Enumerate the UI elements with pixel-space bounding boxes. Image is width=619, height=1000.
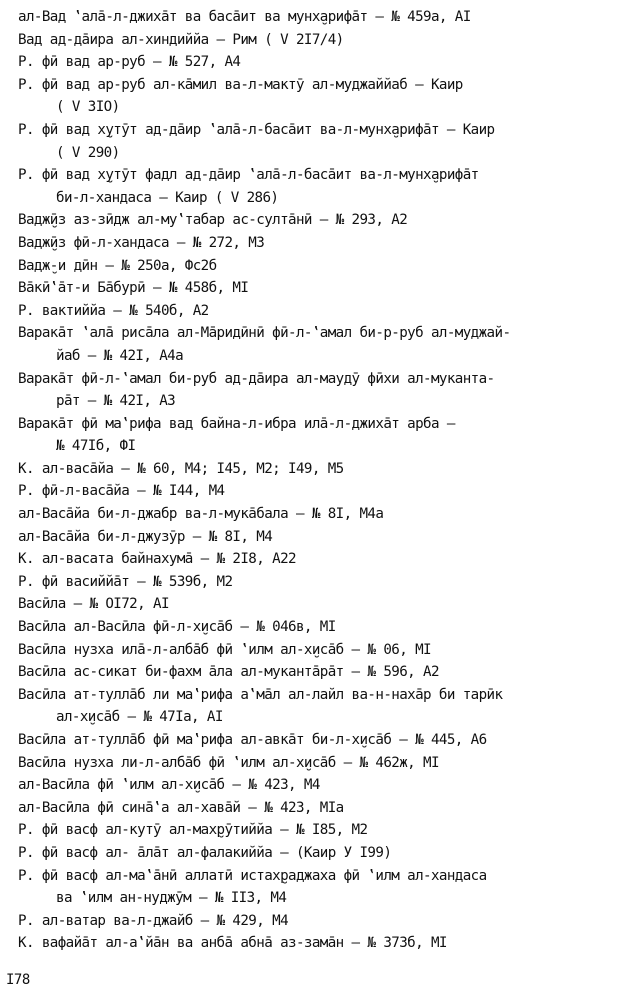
index-entry-text: Р. ал-ватар ва-л-джайб – № 429, М4 [18,912,289,929]
index-entry-continuation: ( V 290) [56,144,120,161]
index-entry-continuation: би-л-хандаса – Каир ( V 286) [56,189,279,206]
index-entry-text: Вадж̮-и дӣн – № 250а, Фс2б [18,257,217,274]
index-entry [18,774,614,797]
index-entry [18,616,614,639]
index-entry-text: Васӣла нузха ли-л-алба̄б фӣ ‛илм ал-х̮иса̄б – № 462ж, МI [18,754,439,771]
index-entry-text: Васӣла ас-сикат би-фахм а̄ла ал-муканта̄ра̄т – № 596, А2 [18,664,439,681]
index-entry-text: Вадж̮ӣз аз-зӣдж ал-му‛табар ас-султа̄нӣ – № 293, А2 [18,212,408,229]
index-entry-text: ал-Васа̄йа би-л-джабр ва-л-мука̄бала – № 8I, М4а [18,506,384,523]
index-entry [18,752,614,775]
index-entry-list [18,6,614,955]
index-entry [18,729,614,752]
index-entry-text: К. ал-васата байнахума̄ – № 2I8, А22 [18,551,296,568]
index-entry-text: К. вафайа̄т ал-а‛йа̄н ва анба̄ абна̄ аз-зама̄н – № 373б, МI [18,935,447,952]
index-entry-text: Р. фӣ вад ар-руб – № 527, А4 [18,54,241,71]
index-entry [18,277,614,300]
index-entry-text: Р. фӣ-л-васа̄йа – № I44, М4 [18,483,225,500]
index-entry-text: Васӣла нузха ила̄-л-алба̄б фӣ ‛илм ал-х̮иса̄б – № 06, МI [18,641,431,658]
index-entry-text: ал-Вад ‛ала̄-л-джиха̄т ва баса̄ит ва мунх̮арифа̄т – № 459а, АI [18,9,471,25]
index-entry [18,74,614,119]
index-entry-text: Васӣла ат-тулла̄б фӣ ма‛рифа ал-авка̄т би-л-х̮иса̄б – № 445, А6 [18,732,487,748]
index-entry [18,51,614,74]
index-entry [18,661,614,684]
index-entry [18,164,614,209]
index-entry [18,503,614,526]
page-number: I78 [6,972,30,988]
index-entry-text: ал-Васӣла фӣ ‛илм ал-х̮иса̄б – № 423, М4 [18,777,320,794]
index-entry [18,255,614,278]
index-entry-text: Варака̄т фӣ ма‛рифа вад байна-л-ибра ила̄-л-джиха̄т арба – [18,415,455,432]
index-entry-continuation: ал-х̮иса̄б – № 47Iа, АI [56,709,223,726]
index-entry-text: Р. фӣ васф ал- а̄ла̄т ал-фалакиййа – (Каир У I99) [18,844,392,861]
index-entry-text: Васӣла ал-Васӣла фӣ-л-х̮иса̄б – № 046в, МI [18,619,336,636]
index-entry-text: Варака̄т ‛ала̄ риса̄ла ал-Ма̄ридӣнӣ фӣ-л-‛амал би-р-руб ал-муджай- [18,325,511,342]
index-entry-text: Р. фӣ васиййа̄т – № 539б, М2 [18,573,233,590]
index-entry [18,819,614,842]
index-entry-continuation: ра̄т – № 42I, А3 [56,393,176,410]
index-entry [18,119,614,164]
index-entry [18,209,614,232]
index-entry [18,910,614,933]
index-entry-text: Р. вактиййа – № 540б, А2 [18,302,209,319]
index-entry-text: Васӣла – № OI72, АI [18,596,169,613]
index-entry [18,300,614,323]
index-entry [18,368,614,413]
index-entry [18,797,614,820]
index-entry-text: Вадж̮ӣз фӣ-л-хандаса – № 272, М3 [18,234,265,251]
index-entry [18,6,614,29]
index-entry-text: Васӣла ат-тулла̄б ли ма‛рифа а‛ма̄л ал-лайл ва-н-наха̄р би тарӣк [18,686,503,703]
index-entry-text: Р. фӣ вад х̮утӯт фадл ад-да̄ир ‛ала̄-л-баса̄ит ва-л-мунх̮арифа̄т [18,167,479,184]
index-entry [18,571,614,594]
index-entry-text: Р. фӣ вад ар-руб ал-ка̄мил ва-л-мактӯ ал-муджаййаб – Каир [18,76,463,93]
index-entry [18,29,614,52]
index-entry-continuation: ва ‛илм ан-нуджӯм – № II3, М4 [56,890,287,907]
index-entry-text: ал-Васӣла фӣ сина̄‛а ал-хава̄й – № 423, МIа [18,799,344,816]
index-entry [18,413,614,458]
index-entry [18,865,614,910]
index-entry-text: Р. фӣ вад х̮утӯт ад-да̄ир ‛ала̄-л-баса̄ит ва-л-мунх̮арифа̄т – Каир [18,121,495,138]
index-entry [18,480,614,503]
index-entry [18,684,614,729]
index-entry-continuation: ( V 3IO) [56,99,120,116]
index-entry [18,458,614,481]
index-entry [18,932,614,955]
index-entry-text: К. ал-васа̄йа – № 60, М4; I45, М2; I49, М5 [18,460,344,477]
index-entry-text: Вад ад-да̄ира ал-хиндиййа – Рим ( V 2I7/4) [18,31,344,48]
index-entry [18,322,614,367]
index-entry [18,842,614,865]
index-entry [18,639,614,662]
index-entry [18,232,614,255]
index-entry-text: Р. фӣ васф ал-кутӯ ал-мах̮рӯтиййа – № I85, М2 [18,822,368,839]
index-entry-continuation: № 47Iб, ФI [56,438,136,455]
index-entry-continuation: йаб – № 42I, А4а [56,347,184,364]
index-entry [18,526,614,549]
index-entry-text: Р. фӣ васф ал-ма‛а̄нӣ аллатӣ истах̮раджаха фӣ ‛илм ал-хандаса [18,867,487,884]
index-entry-text: Варака̄т фӣ-л-‛амал би-руб ад-да̄ира ал-маудӯ фӣхи ал-муканта- [18,370,495,387]
index-entry-text: ал-Васа̄йа би-л-джузӯр – № 8I, М4 [18,528,273,545]
index-entry [18,593,614,616]
index-entry [18,548,614,571]
index-entry-text: Ва̄кӣ‛а̄т-и Ба̄бурӣ – № 458б, МI [18,280,249,297]
